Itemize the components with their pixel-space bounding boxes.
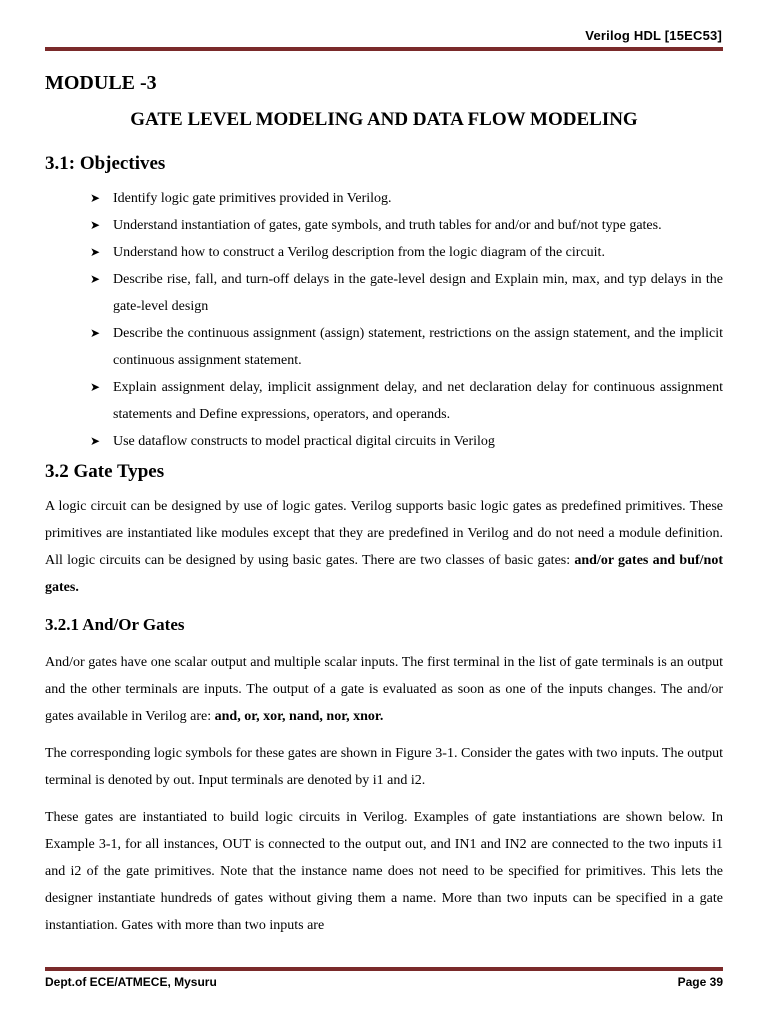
arrow-bullet-icon: ➤ — [90, 434, 101, 448]
list-item — [90, 212, 723, 239]
arrow-bullet-icon: ➤ — [90, 380, 101, 394]
footer-rule — [45, 967, 723, 971]
arrow-bullet-icon: ➤ — [90, 218, 101, 232]
list-item — [90, 239, 723, 266]
arrow-bullet-icon: ➤ — [90, 272, 101, 286]
list-item-text: Describe the continuous assignment (assign) statement, restrictions on the assign statement, and the implicit continuous assignment statement. — [113, 326, 723, 368]
list-item-text: Explain assignment delay, implicit assignment delay, and net declaration delay for continuous assignment statements and Define expressions, operators, and operands. — [113, 380, 723, 422]
section-3-2-1-heading: 3.2.1 And/Or Gates — [45, 615, 185, 634]
list-item-text: Identify logic gate primitives provided in Verilog. — [113, 191, 392, 206]
arrow-bullet-icon: ➤ — [90, 191, 101, 205]
list-item-text: Use dataflow constructs to model practical digital circuits in Verilog — [113, 434, 495, 449]
list-item — [90, 185, 723, 212]
paragraph-bold-text: and, or, xor, nand, nor, xnor. — [214, 709, 384, 724]
list-item-text: Describe rise, fall, and turn-off delays in the gate-level design and Explain min, max, and typ delays in the gate-level design — [113, 272, 723, 314]
paragraph-gate-types — [45, 493, 723, 601]
list-item — [90, 266, 723, 320]
list-item — [90, 428, 723, 455]
header-title: Verilog HDL [15EC53] — [585, 28, 722, 43]
list-item-text: Understand how to construct a Verilog description from the logic diagram of the circuit. — [113, 245, 605, 260]
header-rule — [45, 47, 723, 51]
page-content — [45, 70, 723, 949]
paragraph-instantiation: These gates are instantiated to build logic circuits in Verilog. Examples of gate instantiations are shown below. In Example 3-1, for all instances, OUT is connected to the output out, and IN1 and IN2 are connected to the two inputs i1 and i2 of the gate primitives. Note that the instance name does not need to be specified for primitives. This lets the designer instantiate hundreds of gates without giving them a name. More than two inputs can be specified in a gate instantiation. Gates with more than two inputs are — [45, 810, 723, 933]
list-item — [90, 374, 723, 428]
section-3-1-heading: 3.1: Objectives — [45, 153, 166, 174]
footer-page-number: Page 39 — [677, 975, 723, 989]
paragraph-and-or-intro — [45, 649, 723, 730]
list-item-text: Understand instantiation of gates, gate symbols, and truth tables for and/or and buf/not type gates. — [113, 218, 662, 233]
arrow-bullet-icon: ➤ — [90, 245, 101, 259]
section-3-2-heading: 3.2 Gate Types — [45, 461, 165, 482]
paragraph-bold-text: and/or gates and buf/not gates. — [45, 553, 723, 595]
paragraph-text: And/or gates have one scalar output and multiple scalar inputs. The first terminal in the list of gate terminals is an output and the other terminals are inputs. The output of a gate is evaluated as soon as one of the inputs changes. The and/or gates available in Verilog are: — [45, 655, 723, 724]
chapter-title: GATE LEVEL MODELING AND DATA FLOW MODELING — [130, 109, 638, 130]
paragraph-logic-symbols: The corresponding logic symbols for these gates are shown in Figure 3-1. Consider the gates with two inputs. The output terminal is denoted by out. Input terminals are denoted by i1 and i2. — [45, 746, 723, 788]
paragraph-text: A logic circuit can be designed by use of logic gates. Verilog supports basic logic gates as predefined primitives. These primitives are instantiated like modules except that they are predefined in Verilog and do not need a module definition. All logic circuits can be designed by using basic gates. There are two classes of basic gates: — [45, 499, 723, 568]
objectives-list — [45, 185, 723, 455]
arrow-bullet-icon: ➤ — [90, 326, 101, 340]
footer-department: Dept.of ECE/ATMECE, Mysuru — [45, 975, 217, 989]
list-item — [90, 320, 723, 374]
module-title: MODULE -3 — [45, 72, 157, 94]
